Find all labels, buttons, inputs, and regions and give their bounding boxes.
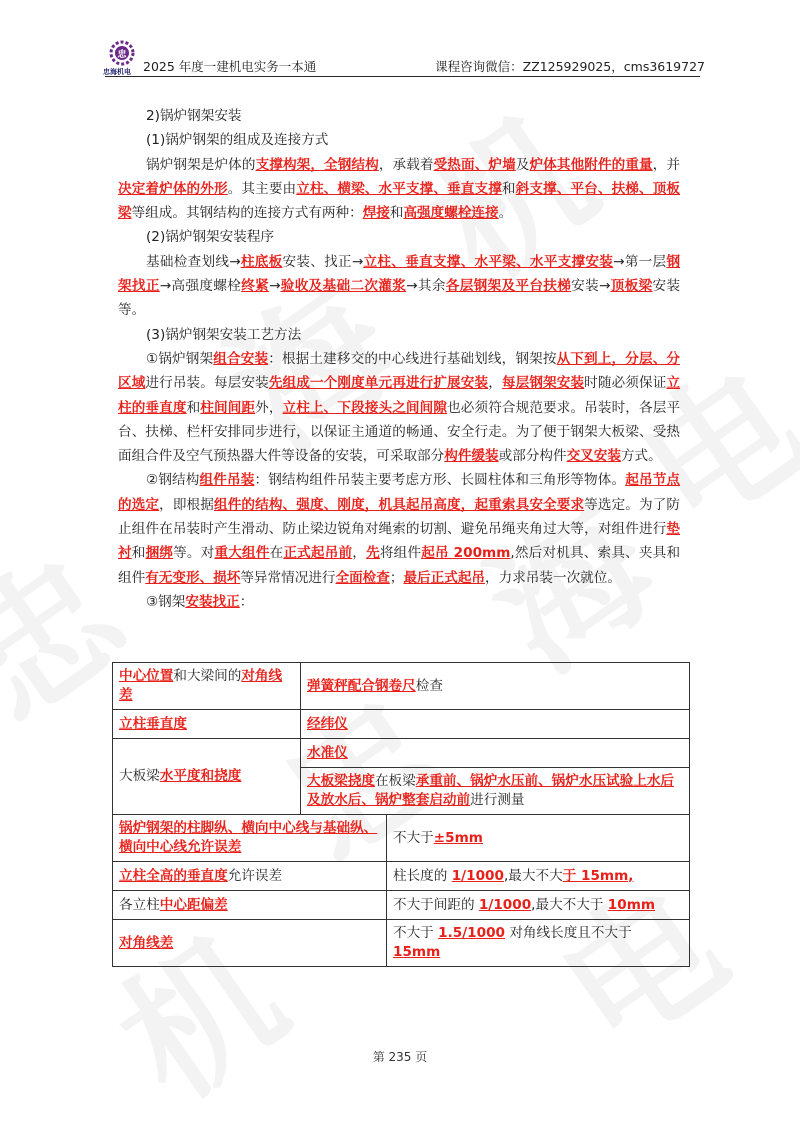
paragraph-composition: 锅炉钢架是炉体的支撑构架，全钢结构，承载着受热面、炉墙及炉体其他附件的重量，并决定着炉体的外形。其主要由立柱、横梁、水平支撑、垂直支撑和斜支撑、平台、扶梯、顶板梁等组成。其钢结构的连接方式有两种：焊接和高强度螺栓连接。 [118, 156, 681, 222]
book-title: 2025 年度一建机电实务一本通 [143, 59, 317, 74]
table-cell: 不大于 1.5/1000 对角线长度且不大于 15mm [387, 920, 690, 967]
table-cell: 弹簧秤配合钢卷尺检查 [301, 663, 690, 710]
table-row [113, 920, 690, 967]
table-cell: 经纬仪 [301, 710, 690, 739]
subsection-heading: (1)锅炉钢架的组成及连接方式 [146, 132, 329, 149]
table-row [113, 739, 690, 768]
svg-text:忠: 忠 [117, 50, 127, 60]
table-cell: 水准仪 [301, 739, 690, 768]
subsection-heading: (2)锅炉钢架安装程序 [146, 229, 275, 246]
contact-info: 课程咨询微信：ZZ125929025，cms3619727 [435, 59, 705, 74]
alignment-table [112, 662, 690, 967]
table-row [113, 710, 690, 739]
header-divider [105, 76, 700, 77]
main-content [118, 104, 680, 614]
table-row [113, 862, 690, 891]
table-cell: 立柱全高的垂直度允许误差 [113, 862, 387, 891]
paragraph-assembly: ①锅炉钢架组合安装：根据土建移交的中心线进行基础划线，钢架按从下到上，分层、分区域进行吊装。每层安装先组成一个刚度单元再进行扩展安装，每层钢架安装时随必须保证立柱的垂直度和柱间间距外，立柱上、下段接头之间间隙也必须符合规范要求。吊装时，各层平台、扶梯、栏杆安排同步进行，以保证主通道的畅通、安全行走。为了便于钢架大板梁、受热面组合件及空气预热器大件等设备的安装，可采取部分构件缓装或部分构件交叉安装方式。 [118, 350, 681, 465]
table-row [113, 891, 690, 920]
table-cell: 中心位置和大梁间的对角线差 [113, 663, 301, 710]
table-cell: 大板梁挠度在板梁承重前、锅炉水压前、锅炉水压试验上水后及放水后、锅炉整套启动前进行测量 [301, 768, 690, 815]
page-number: 第 235 页 [372, 1050, 428, 1064]
table-cell: 立柱垂直度 [113, 710, 301, 739]
subsection-heading: (3)锅炉钢架安装工艺方法 [146, 326, 302, 343]
logo-text: 忠海机电 [103, 68, 131, 76]
table-row [113, 815, 690, 862]
page-header [105, 40, 705, 76]
table-cell: 各立柱中心距偏差 [113, 891, 387, 920]
table-cell: 不大于间距的 1/1000,最大不大于 10mm [387, 891, 690, 920]
table-cell: 锅炉钢架的柱脚纵、横向中心线与基础纵、横向中心线允许误差 [113, 815, 387, 862]
paragraph-lifting: ②钢结构组件吊装：钢结构组件吊装主要考虑方形、长圆柱体和三角形等物体。起吊节点的选定，即根据组件的结构、强度、刚度，机具起吊高度，起重索具安全要求等选定。为了防止组件在吊装时产生滑动、防止梁边锐角对绳索的切割、避免吊绳夹角过大等，对组件进行垫衬和捆绑等。对重大组件在正式起吊前，先将组件起吊 200mm,然后对机具、索具、夹具和组件有无变形、损坏等异常情况进行全面检查；最后正式起吊，力求吊装一次就位。 [118, 472, 681, 586]
table-cell: 对角线差 [113, 920, 387, 967]
table-intro: ③钢架安装找正： [146, 593, 254, 610]
section-heading: 2)锅炉钢架安装 [146, 108, 242, 124]
table-row [113, 663, 690, 710]
table-cell: 大板梁水平度和挠度 [113, 739, 301, 815]
table-cell: 柱长度的 1/1000,最大不大于 15mm, [387, 862, 690, 891]
paragraph-procedure: 基础检查划线→柱底板安装、找正→立柱、垂直支撑、水平梁、水平支撑安装→第一层钢架找正→高强度螺栓终紧→验收及基础二次灌浆→其余各层钢架及平台扶梯安装→顶板梁安装等。 [118, 253, 681, 319]
table-cell: 不大于±5mm [387, 815, 690, 862]
